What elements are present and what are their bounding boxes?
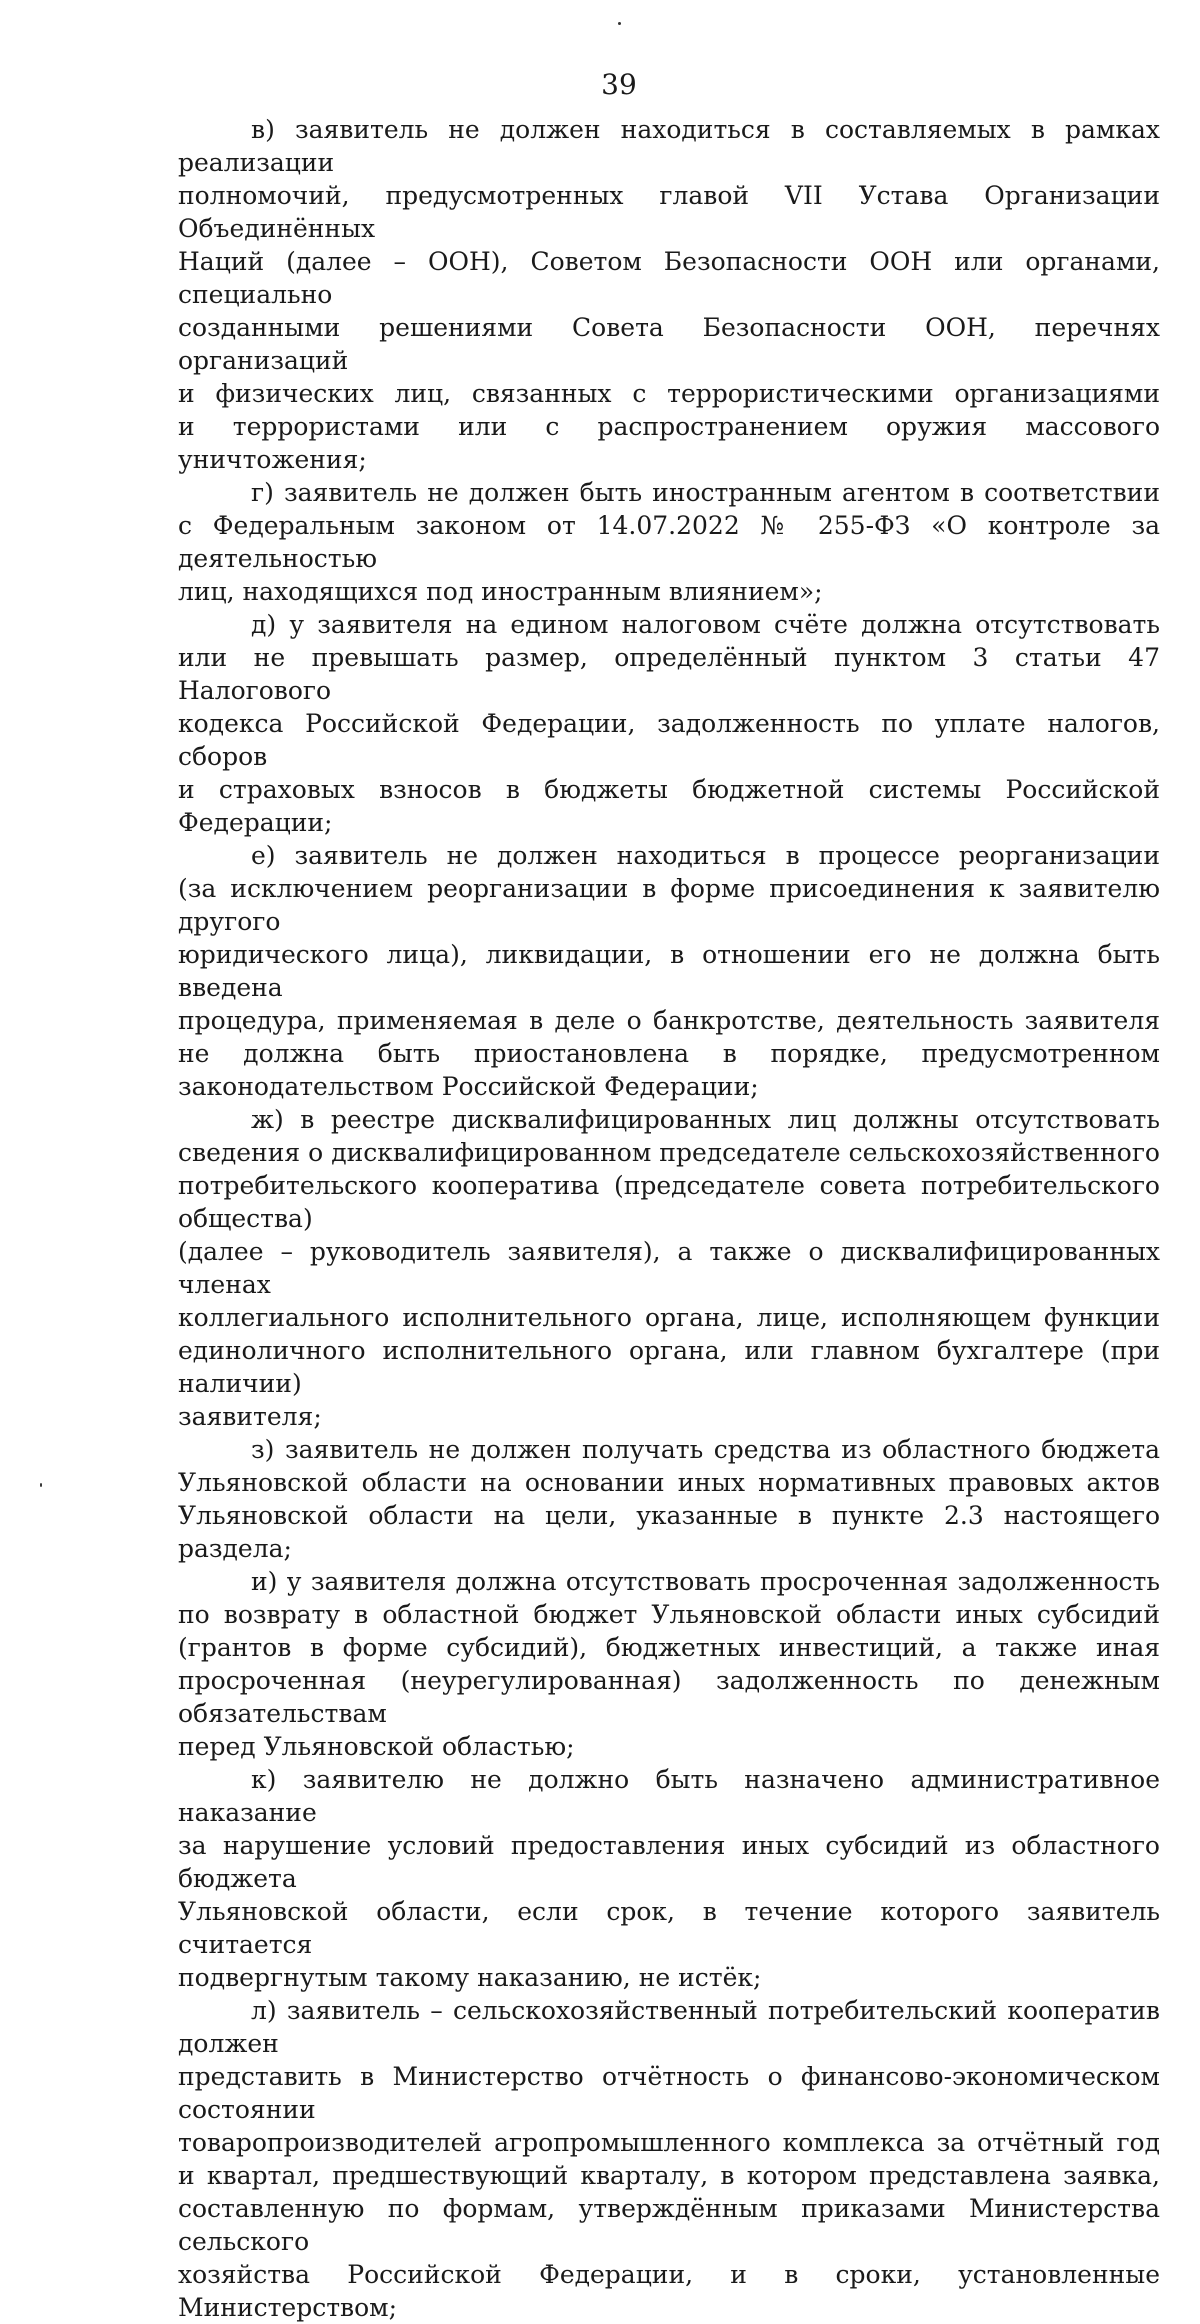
document-body bbox=[178, 113, 1160, 2324]
text-line: д) у заявителя на едином налоговом счёте должна отсутствовать bbox=[251, 610, 1160, 639]
text-line: просроченная (неурегулированная) задолженность по денежным обязательствам bbox=[178, 1666, 1160, 1728]
text-line: единоличного исполнительного органа, или главном бухгалтере (при наличии) bbox=[178, 1336, 1160, 1398]
text-line: Ульяновской области, если срок, в течение которого заявитель считается bbox=[178, 1897, 1160, 1959]
text-line: перед Ульяновской областью; bbox=[178, 1732, 575, 1761]
text-line: хозяйства Российской Федерации, и в сроки, установленные Министерством; bbox=[178, 2260, 1160, 2322]
text-line: и террористами или с распространением оружия массового уничтожения; bbox=[178, 412, 1160, 474]
text-line: сведения о дисквалифицированном председателе сельскохозяйственного bbox=[178, 1138, 1160, 1167]
text-line: и) у заявителя должна отсутствовать просроченная задолженность bbox=[251, 1567, 1160, 1596]
scan-dot bbox=[40, 1483, 42, 1487]
text-line: к) заявителю не должно быть назначено административное наказание bbox=[178, 1765, 1160, 1827]
paragraph-i bbox=[178, 1565, 1160, 1763]
text-line: и физических лиц, связанных с террористическими организациями bbox=[178, 379, 1160, 408]
text-line: полномочий, предусмотренных главой VII Устава Организации Объединённых bbox=[178, 181, 1160, 243]
text-line: за нарушение условий предоставления иных субсидий из областного бюджета bbox=[178, 1831, 1160, 1893]
paragraph-l bbox=[178, 1994, 1160, 2324]
page-number: 39 bbox=[601, 68, 637, 101]
text-line: (грантов в форме субсидий), бюджетных инвестиций, а также иная bbox=[178, 1633, 1160, 1662]
text-line: заявителя; bbox=[178, 1402, 322, 1431]
text-line: з) заявитель не должен получать средства из областного бюджета bbox=[251, 1435, 1160, 1464]
text-line: (за исключением реорганизации в форме присоединения к заявителю другого bbox=[178, 874, 1160, 936]
text-line: по возврату в областной бюджет Ульяновской области иных субсидий bbox=[178, 1600, 1160, 1629]
paragraph-v bbox=[178, 113, 1160, 476]
text-line: Ульяновской области на основании иных нормативных правовых актов bbox=[178, 1468, 1160, 1497]
text-line: созданными решениями Совета Безопасности ООН, перечнях организаций bbox=[178, 313, 1160, 375]
paragraph-k bbox=[178, 1763, 1160, 1994]
text-line: товаропроизводителей агропромышленного комплекса за отчётный год bbox=[178, 2128, 1160, 2157]
text-line: (далее – руководитель заявителя), а также о дисквалифицированных членах bbox=[178, 1237, 1160, 1299]
text-line: не должна быть приостановлена в порядке, предусмотренном bbox=[178, 1039, 1160, 1068]
text-line: г) заявитель не должен быть иностранным агентом в соответствии bbox=[251, 478, 1160, 507]
text-line: е) заявитель не должен находиться в процессе реорганизации bbox=[251, 841, 1160, 870]
paragraph-e bbox=[178, 839, 1160, 1103]
text-line: ж) в реестре дисквалифицированных лиц должны отсутствовать bbox=[251, 1105, 1160, 1134]
text-line: л) заявитель – сельскохозяйственный потребительский кооператив должен bbox=[178, 1996, 1160, 2058]
text-line: представить в Министерство отчётность о финансово-экономическом состоянии bbox=[178, 2062, 1160, 2124]
text-line: юридического лица), ликвидации, в отношении его не должна быть введена bbox=[178, 940, 1160, 1002]
text-line: лиц, находящихся под иностранным влиянием»; bbox=[178, 577, 823, 606]
paragraph-zh bbox=[178, 1103, 1160, 1433]
text-line: законодательством Российской Федерации; bbox=[178, 1072, 759, 1101]
text-line: коллегиального исполнительного органа, лице, исполняющем функции bbox=[178, 1303, 1160, 1332]
text-line: Наций (далее – ООН), Советом Безопасности ООН или органами, специально bbox=[178, 247, 1160, 309]
text-line: и квартал, предшествующий кварталу, в котором представлена заявка, bbox=[178, 2161, 1160, 2190]
text-line: подвергнутым такому наказанию, не истёк; bbox=[178, 1963, 762, 1992]
text-line: в) заявитель не должен находиться в составляемых в рамках реализации bbox=[178, 115, 1160, 177]
paragraph-d bbox=[178, 608, 1160, 839]
text-line: Ульяновской области на цели, указанные в пункте 2.3 настоящего раздела; bbox=[178, 1501, 1160, 1563]
text-line: или не превышать размер, определённый пунктом 3 статьи 47 Налогового bbox=[178, 643, 1160, 705]
text-line: составленную по формам, утверждённым приказами Министерства сельского bbox=[178, 2194, 1160, 2256]
paragraph-g bbox=[178, 476, 1160, 608]
paragraph-z bbox=[178, 1433, 1160, 1565]
scan-dot bbox=[618, 22, 621, 25]
text-line: с Федеральным законом от 14.07.2022 № 255-ФЗ «О контроле за деятельностью bbox=[178, 511, 1160, 573]
text-line: и страховых взносов в бюджеты бюджетной системы Российской Федерации; bbox=[178, 775, 1160, 837]
text-line: процедура, применяемая в деле о банкротстве, деятельность заявителя bbox=[178, 1006, 1160, 1035]
text-line: потребительского кооператива (председателе совета потребительского общества) bbox=[178, 1171, 1160, 1233]
text-line: кодекса Российской Федерации, задолженность по уплате налогов, сборов bbox=[178, 709, 1160, 771]
